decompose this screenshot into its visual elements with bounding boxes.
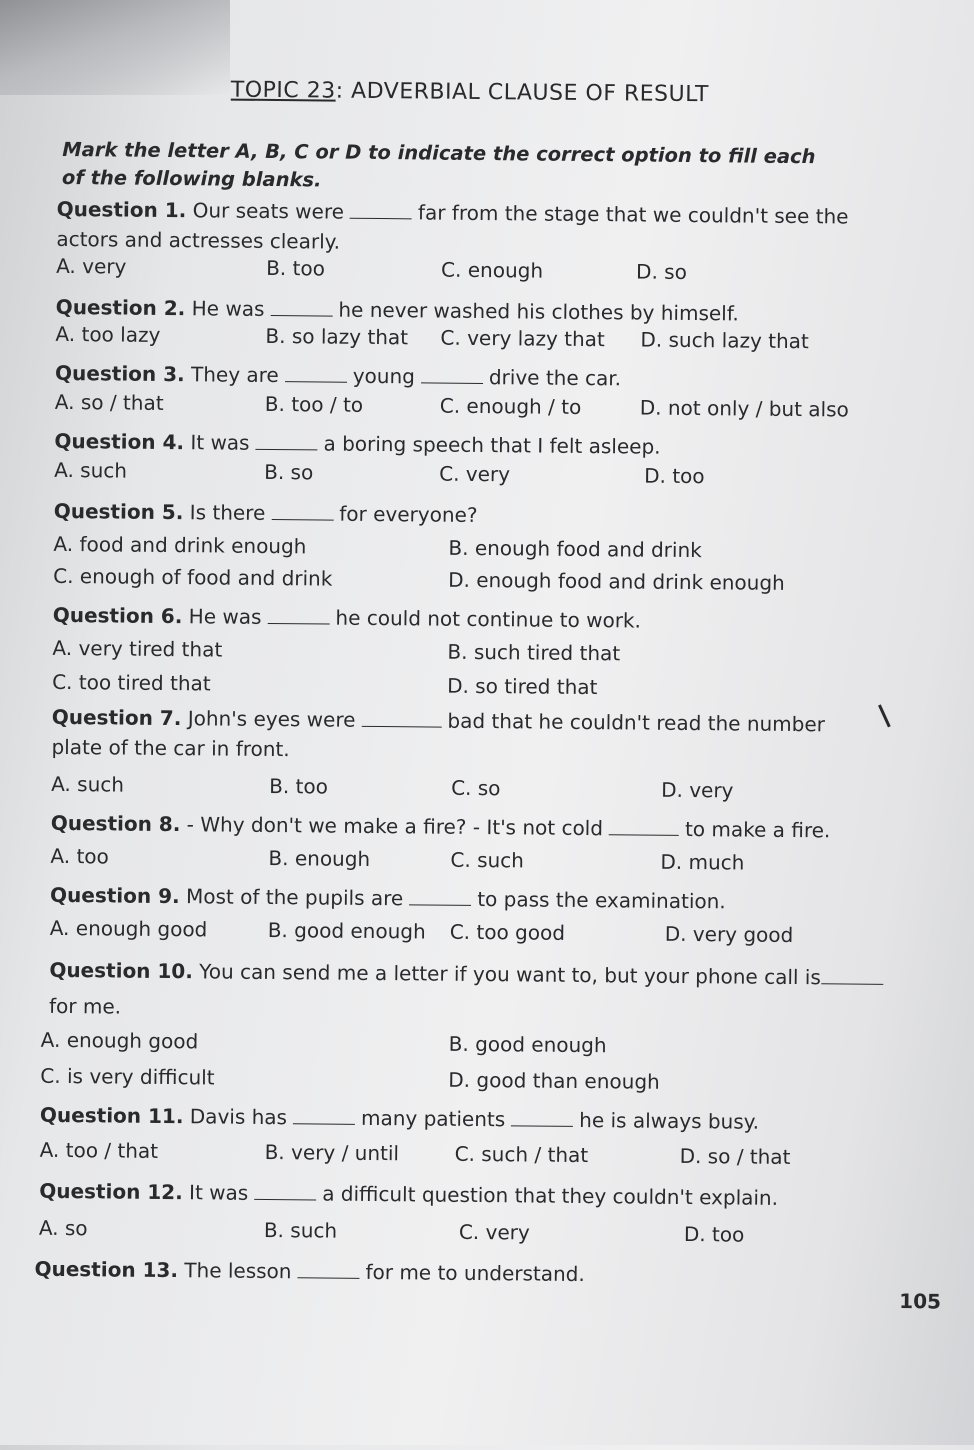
- question-5: Question 5. Is there for everyone?: [53, 498, 478, 527]
- answer-blank: [254, 1183, 316, 1201]
- question-10-options-row-2: C. is very difficult D. good than enough: [40, 1063, 660, 1094]
- question-5-options-row-2: C. enough of food and drink D. enough food and drink enough: [53, 563, 785, 595]
- answer-blank: [267, 607, 329, 625]
- answer-blank: [285, 365, 347, 383]
- answer-blank: [361, 710, 441, 728]
- question-9: Question 9. Most of the pupils are to pass the examination.: [49, 882, 726, 914]
- page-number: 105: [899, 1289, 942, 1314]
- question-13: Question 13. The lesson for me to understand.: [34, 1256, 585, 1287]
- question-11-options: A. too / that B. very / until C. such / that D. so / that: [39, 1137, 791, 1170]
- question-4: Question 4. It was a boring speech that I felt asleep.: [54, 428, 661, 459]
- question-2-options: A. too lazy B. so lazy that C. very lazy that D. such lazy that: [55, 321, 809, 354]
- answer-blank: [511, 1109, 573, 1127]
- question-12-options: A. so B. such C. very D. too: [38, 1215, 745, 1247]
- answer-blank: [270, 299, 332, 317]
- question-8-options: A. too B. enough C. such D. much: [50, 843, 745, 875]
- question-5-options-row-1: A. food and drink enough B. enough food and drink: [53, 531, 702, 563]
- answer-blank: [271, 503, 333, 521]
- question-10-options-row-1: A. enough good B. good enough: [40, 1027, 607, 1058]
- answer-blank: [297, 1261, 359, 1279]
- pen-mark: [878, 704, 891, 727]
- question-10: Question 10. You can send me a letter if you want to, but your phone call isfor me.: [49, 952, 890, 1032]
- question-6-options-row-1: A. very tired that B. such tired that: [52, 635, 621, 666]
- question-8: Question 8. - Why don't we make a fire? - It's not cold to make a fire.: [50, 810, 831, 843]
- answer-blank: [255, 433, 317, 451]
- question-6-options-row-2: C. too tired that D. so tired that: [52, 669, 598, 700]
- question-9-options: A. enough good B. good enough C. too good D. very good: [49, 915, 794, 948]
- question-1: Question 1. Our seats were far from the stage that we couldn't see the actors and actresses clearly.: [56, 196, 849, 254]
- answer-blank: [421, 366, 483, 384]
- question-1-options: A. very B. too C. enough D. so: [56, 253, 688, 284]
- page-title: TOPIC 23: ADVERBIAL CLAUSE OF RESULT: [230, 77, 709, 108]
- answer-blank: [821, 967, 883, 985]
- question-3-options: A. so / that B. too / to C. enough / to D. not only / but also: [54, 389, 849, 422]
- question-3: Question 3. They are young drive the car.: [55, 360, 622, 391]
- instructions: Mark the letter A, B, C or D to indicate the correct option to fill each of the following blanks.: [61, 137, 816, 192]
- question-6: Question 6. He was he could not continue to work.: [52, 602, 642, 633]
- question-7-options: A. such B. too C. so D. very: [51, 771, 734, 803]
- answer-blank: [409, 888, 471, 906]
- question-12: Question 12. It was a difficult question that they couldn't explain.: [39, 1178, 779, 1210]
- question-4-options: A. such B. so C. very D. too: [54, 457, 705, 489]
- question-2: Question 2. He was he never washed his clothes by himself.: [55, 294, 739, 326]
- answer-blank: [350, 202, 412, 220]
- question-7: Question 7. John's eyes were bad that he couldn't read the number plate of the car in front.: [51, 704, 826, 762]
- question-11: Question 11. Davis has many patients he is always busy.: [39, 1102, 760, 1134]
- answer-blank: [609, 818, 679, 836]
- answer-blank: [293, 1107, 355, 1125]
